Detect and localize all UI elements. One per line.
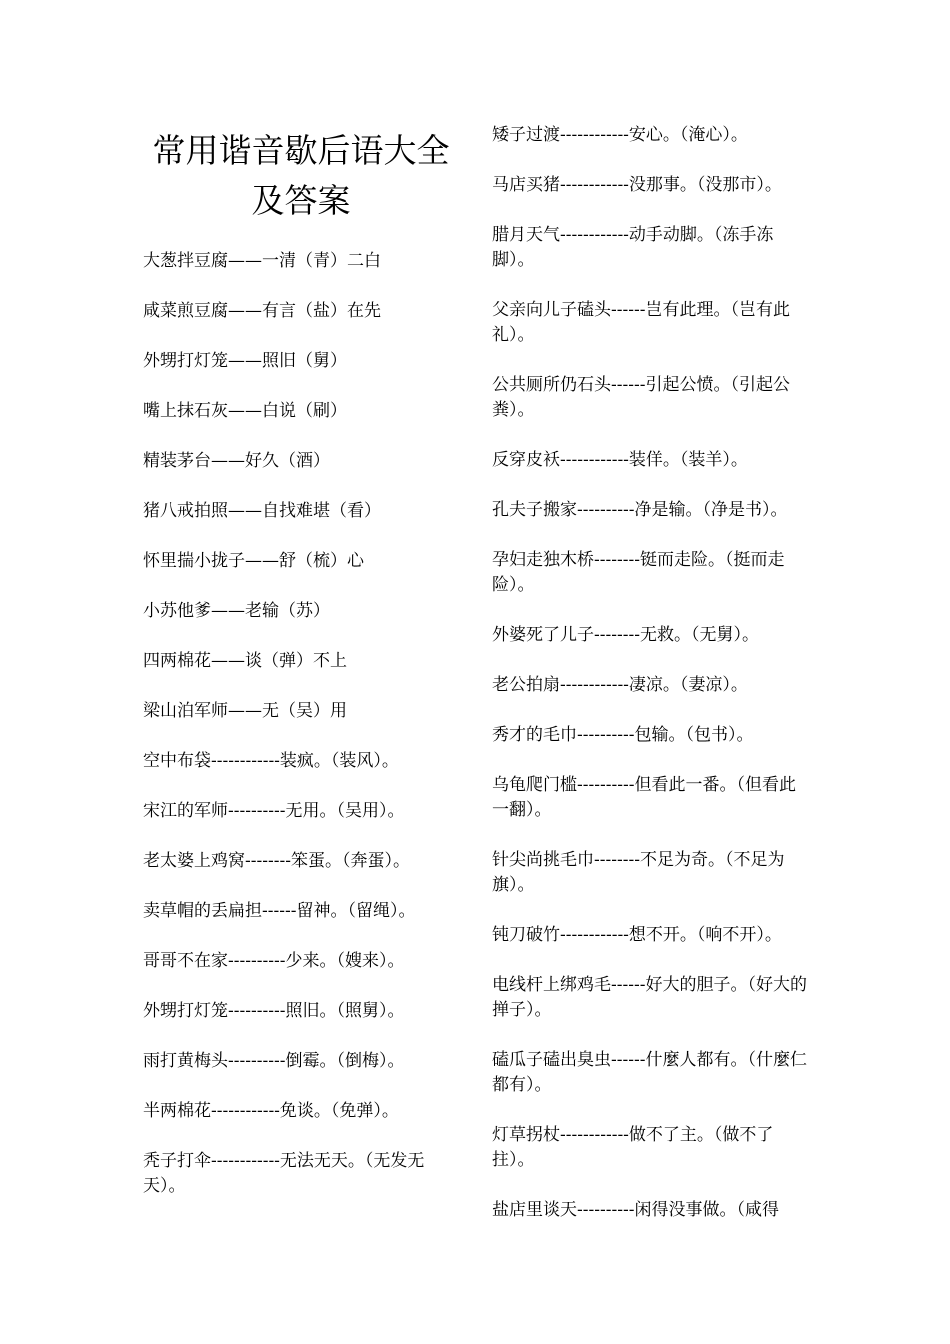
- xiehouyu-entry: 秀才的毛巾----------包输。（包书）。: [492, 725, 754, 745]
- xiehouyu-entry: 孔夫子搬家----------净是输。（净是书）。: [492, 500, 788, 520]
- xiehouyu-entry: 梁山泊军师——无（吴）用: [143, 701, 347, 721]
- title-line-1: 常用谐音歇后语大全: [152, 131, 450, 170]
- xiehouyu-entry: 腊月天气------------动手动脚。（冻手冻脚）。: [492, 225, 774, 270]
- xiehouyu-entry: 灯草拐杖------------做不了主。（做不了拄）。: [492, 1125, 774, 1170]
- xiehouyu-entry: 磕瓜子磕出臭虫------什麼人都有。（什麼仁都有）。: [492, 1050, 807, 1095]
- xiehouyu-entry: 老公拍扇------------凄凉。（妻凉）。: [492, 675, 748, 695]
- xiehouyu-entry: 外甥打灯笼----------照旧。（照舅）。: [143, 1001, 405, 1021]
- title-line-2: 及答案: [251, 181, 351, 220]
- xiehouyu-entry: 孕妇走独木桥--------铤而走险。（挺而走险）。: [492, 550, 785, 595]
- document-title: [142, 126, 460, 226]
- xiehouyu-entry: 嘴上抹石灰——白说（刷）: [143, 401, 347, 421]
- xiehouyu-entry: 空中布袋------------装疯。（装风）。: [143, 751, 399, 771]
- xiehouyu-entry: 精装茅台——好久（酒）: [143, 451, 330, 471]
- xiehouyu-entry: 小苏他爹——老输（苏）: [143, 601, 330, 621]
- xiehouyu-entry: 公共厕所仍石头------引起公愤。（引起公粪）。: [492, 375, 790, 420]
- xiehouyu-entry: 外婆死了儿子--------无救。（无舅）。: [492, 625, 759, 645]
- xiehouyu-entry: 矮子过渡------------安心。（淹心）。: [492, 125, 748, 145]
- right-column: [492, 123, 810, 1248]
- xiehouyu-entry: 老太婆上鸡窝--------笨蛋。（奔蛋）。: [143, 851, 410, 871]
- xiehouyu-entry: 钝刀破竹------------想不开。（响不开）。: [492, 925, 782, 945]
- xiehouyu-entry: 卖草帽的丢扁担------留神。（留绳）。: [143, 901, 416, 921]
- xiehouyu-entry: 外甥打灯笼——照旧（舅）: [143, 351, 347, 371]
- xiehouyu-entry: 半两棉花------------免谈。（免弹）。: [143, 1101, 399, 1121]
- xiehouyu-entry: 秃子打伞------------无法无天。（无发无天）。: [143, 1151, 425, 1196]
- xiehouyu-entry: 怀里揣小拢子——舒（梳）心: [143, 551, 364, 571]
- left-column: [143, 249, 461, 1199]
- xiehouyu-entry: 反穿皮袄------------装佯。（装羊）。: [492, 450, 748, 470]
- xiehouyu-entry: 四两棉花——谈（弹）不上: [143, 651, 347, 671]
- xiehouyu-entry: 马店买猪------------没那事。（没那市）。: [492, 175, 782, 195]
- xiehouyu-entry: 雨打黄梅头----------倒霉。（倒梅）。: [143, 1051, 405, 1071]
- xiehouyu-entry: 盐店里谈天----------闲得没事做。（咸得: [492, 1200, 779, 1220]
- xiehouyu-entry: 乌龟爬门槛----------但看此一番。（但看此一翻）。: [492, 775, 796, 820]
- xiehouyu-entry: 宋江的军师----------无用。（吴用）。: [143, 801, 405, 821]
- xiehouyu-entry: 大葱拌豆腐——一清（青）二白: [143, 251, 381, 271]
- xiehouyu-entry: 猪八戒拍照——自找难堪（看）: [143, 501, 381, 521]
- xiehouyu-entry: 咸菜煎豆腐——有言（盐）在先: [143, 301, 381, 321]
- xiehouyu-entry: 电线杆上绑鸡毛------好大的胆子。（好大的掸子）。: [492, 975, 807, 1020]
- xiehouyu-entry: 父亲向儿子磕头------岂有此理。（岂有此礼）。: [492, 300, 790, 345]
- xiehouyu-entry: 哥哥不在家----------少来。（嫂来）。: [143, 951, 405, 971]
- xiehouyu-entry: 针尖尚挑毛巾--------不足为奇。（不足为旗）。: [492, 850, 785, 895]
